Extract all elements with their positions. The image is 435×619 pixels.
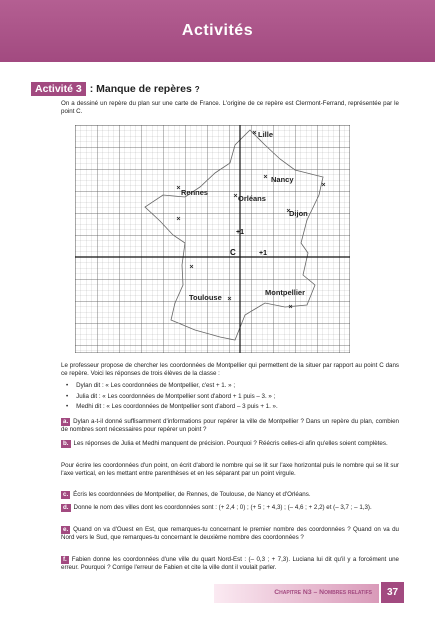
question-f-label: f.	[63, 556, 67, 563]
list-item: • Dylan dit : « Les coordonnées de Montpellier, c'est + 1. » ;	[66, 381, 396, 392]
city-toulouse: Toulouse	[189, 293, 222, 302]
city-dijon: Dijon	[289, 209, 308, 218]
student-answers-list	[66, 381, 396, 413]
page-number: 37	[381, 582, 404, 603]
teacher-text: Le professeur propose de chercher les coordonnées de Montpellier qui permettent de la situer par rapport au point C dans ce repère. Voici les réponses de trois élèves de la classe :	[61, 362, 399, 378]
coordinates-info: Pour écrire les coordonnées d'un point, on écrit d'abord le nombre qui se lit sur l'axe horizontal puis le nombre qui se lit sur l'axe vertical, en les mettant entre parenthèses et en les séparant par un point virgule.	[61, 462, 399, 478]
question-b	[61, 440, 399, 448]
city-orleans: Orléans	[238, 194, 266, 203]
axis-origin-label: C	[230, 248, 236, 257]
activity-title-qmark: ?	[194, 85, 200, 94]
question-e-text: Quand on va d'Ouest en Est, que remarques-tu concernant le premier nombre des coordonnées ? Quand on va du Nord vers le Sud, que remarques-tu concernant le deuxième nombre des coordonnées ?	[61, 526, 399, 542]
question-a-label: a.	[63, 418, 69, 425]
question-a	[61, 418, 399, 435]
question-e-label: e.	[63, 526, 69, 533]
city-lille: Lille	[258, 130, 274, 139]
axis-x-unit: +1	[259, 250, 267, 257]
question-d-label: d.	[63, 504, 69, 511]
city-montpellier: Montpellier	[265, 288, 306, 297]
question-c-label: c.	[63, 491, 69, 498]
axis-y-unit: +1	[236, 229, 244, 236]
france-map-figure	[75, 125, 350, 353]
question-c	[61, 491, 399, 499]
list-item: • Julia dit : « Les coordonnées de Montpellier sont d'abord + 1 puis – 3. » ;	[66, 392, 396, 403]
question-b-label: b.	[63, 440, 69, 447]
activity-title: : Manque de repères	[89, 83, 192, 95]
list-item: • Medhi dit : « Les coordonnées de Montpellier sont d'abord – 3 puis + 1. ».	[66, 402, 396, 413]
footer-chapter: Chapitre N3 – Nombres relatifs	[274, 589, 372, 596]
question-b-text: Les réponses de Julia et Medhi manquent de précision. Pourquoi ? Réécris celles-ci afin qu'elles soient complètes.	[73, 440, 388, 447]
intro-text: On a dessiné un repère du plan sur une carte de France. L'origine de ce repère est Clermont-Ferrand, représentée par le point C.	[61, 100, 399, 116]
question-e	[61, 526, 399, 543]
question-c-text: Écris les coordonnées de Montpellier, de Rennes, de Toulouse, de Nancy et d'Orléans.	[73, 491, 311, 498]
page-title: Activités	[181, 22, 254, 39]
activity-badge: Activité 3	[31, 82, 86, 96]
activity-heading	[31, 83, 200, 95]
question-a-text: Dylan a-t-il donné suffisamment d'informations pour repérer la ville de Montpellier ? Dans un repère du plan, combien de nombres sont nécessaires pour repérer un point ?	[61, 418, 399, 434]
question-f-text: Fabien donne les coordonnées d'une ville du quart Nord-Est : (– 0,3 ; + 7,3). Luciana lui dit qu'il y a forcément une erreur. Pourquoi ? Corrige l'erreur de Fabien et cite la ville dont il voulait parler.	[61, 556, 399, 572]
question-d-text: Donne le nom des villes dont les coordonnées sont : (+ 2,4 ; 0) ; (+ 5 ; + 4,3) ; (– 4,6 ; + 2,2) et (– 3,7 ; – 1,3).	[73, 504, 372, 511]
question-d	[61, 504, 399, 512]
question-f	[61, 556, 399, 573]
city-rennes: Rennes	[181, 188, 209, 197]
city-nancy: Nancy	[271, 175, 294, 184]
